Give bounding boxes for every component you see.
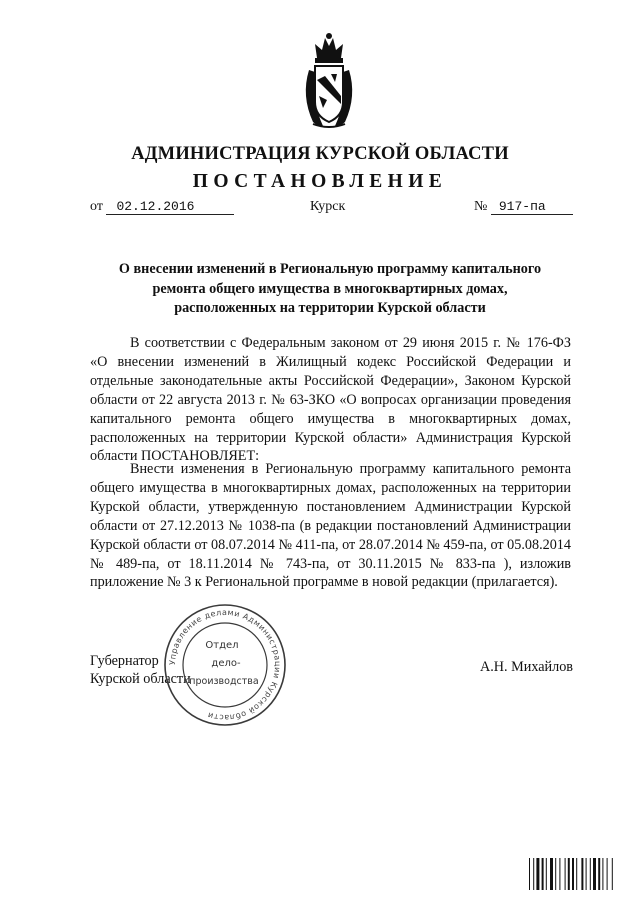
barcode-bar (546, 858, 547, 890)
subject-line: О внесении изменений в Региональную программу капитального (118, 261, 542, 277)
barcode-bar (598, 858, 600, 890)
barcode-bar (559, 858, 560, 890)
date-prefix: от (90, 199, 103, 214)
document-date: 02.12.2016 (106, 200, 234, 215)
body-paragraph-resolution: Внести изменения в Региональную программу капитального ремонта общего имущества в многоквартирных домах, расположенных на территории Курской области, утвержденную постановлением Администрации Курской области от 27.12.2013 № 1038-па (в редакции постановлений Администрации Курской области от 08.07.2014 № 411-па, от 28.07.2014 № 459-па, от 05.08.2014 № 489-па, от 18.11.2014 № 743-па, от 30.11.2015 № 833-па ), изложив приложение № 3 к Региональной программе в новой редакции (прилагается). (90, 461, 571, 591)
barcode-bar (612, 858, 613, 890)
barcode (529, 858, 624, 890)
document-subject (70, 260, 590, 319)
stamp-center-line: дело- (211, 658, 241, 669)
subject-line: расположенных на территории Курской области (174, 300, 486, 316)
barcode-bar (565, 858, 566, 890)
barcode-bar (533, 858, 534, 890)
organization-title: АДМИНИСТРАЦИЯ КУРСКОЙ ОБЛАСТИ (131, 144, 509, 164)
barcode-bar (536, 858, 539, 890)
barcode-bar (542, 858, 544, 890)
stamp-center-line: Отдел (205, 640, 239, 651)
signer-title-line: Курской области (90, 671, 191, 687)
document-type-heading: ПОСТАНОВЛЕНИЕ (192, 171, 448, 192)
document-number-block (474, 199, 573, 215)
barcode-bar (593, 858, 596, 890)
body-paragraph-preamble: В соответствии с Федеральным законом от 29 июня 2015 г. № 176-ФЗ «О внесении изменений в Жилищный кодекс Российской Федерации и отдельные законодательные акты Российской Федерации», Законом Курской области от 22 августа 2013 г. № 63-ЗКО «О вопросах организации проведения капитального ремонта общего имущества в многоквартирных домах, расположенных на территории Курской области» Администрация Курской области ПОСТАНОВЛЯЕТ: (90, 335, 571, 465)
document-number: 917-па (491, 200, 573, 215)
number-prefix: № (474, 199, 488, 214)
barcode-bar (572, 858, 574, 890)
subject-line: ремонта общего имущества в многоквартирных домах, (152, 280, 508, 297)
barcode-bar (607, 858, 608, 890)
stamp-ring-text: Управление делами Администрации Курской области (167, 607, 283, 723)
signer-name: А.Н. Михайлов (480, 659, 574, 675)
barcode-bar (586, 858, 587, 890)
barcode-bar (576, 858, 577, 890)
barcode-bar (590, 858, 591, 890)
barcode-bar (529, 858, 530, 890)
document-date-block (90, 199, 234, 215)
barcode-bar (568, 858, 570, 890)
barcode-bar (550, 858, 553, 890)
signer-title-line: Губернатор (90, 653, 159, 669)
coat-of-arms-emblem (297, 30, 361, 130)
barcode-bar (602, 858, 603, 890)
barcode-bar (555, 858, 556, 890)
document-city: Курск (310, 199, 346, 214)
office-stamp-seal (160, 600, 290, 730)
barcode-bar (581, 858, 583, 890)
stamp-center-line: производства (189, 676, 259, 687)
